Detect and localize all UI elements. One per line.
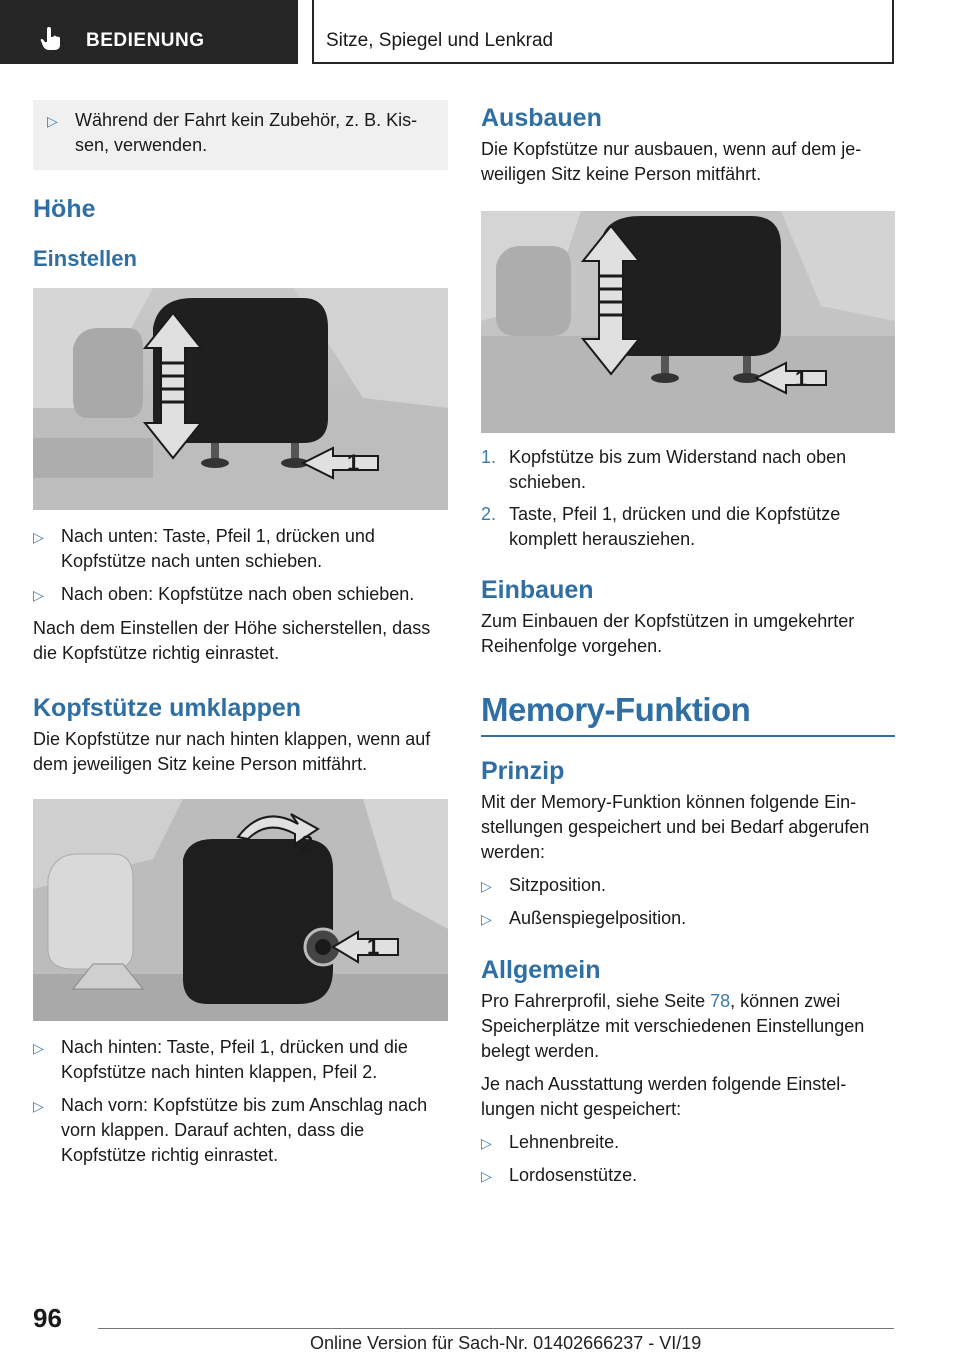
- list-item: ▷ Nach hinten: Taste, Pfeil 1, drücken und die Kopfstütze nach hinten klappen, Pfeil 2.: [33, 1035, 448, 1085]
- paragraph: Mit der Memory-Funktion können folgende Ein‐ stellungen gespeichert und bei Bedarf abgerufen werden:: [481, 792, 870, 862]
- figure-callout-1: 1: [347, 450, 360, 475]
- triangle-right-icon: ▷: [33, 1098, 44, 1114]
- chapter-tab-label: BEDIENUNG: [86, 30, 205, 51]
- triangle-right-icon: ▷: [33, 529, 44, 545]
- triangle-right-icon: ▷: [481, 1168, 492, 1184]
- page-number: 96: [33, 1303, 62, 1333]
- list-item: ▷ Lordosenstütze.: [481, 1163, 895, 1189]
- list-item: ▷ Nach oben: Kopfstütze nach oben schieben.: [33, 582, 448, 608]
- left-column: [33, 100, 448, 1168]
- hand-pointer-icon: [40, 27, 62, 56]
- headrest-fold-illustration: [33, 799, 448, 1021]
- list-item: ▷ Nach unten: Taste, Pfeil 1, drücken und Kopfstütze nach unten schieben.: [33, 524, 448, 574]
- list-item: ▷ Außenspiegelposition.: [481, 906, 895, 932]
- footer-divider: [98, 1328, 894, 1329]
- section-title-prinzip: Prinzip: [481, 757, 565, 785]
- paragraph: Die Kopfstütze nur ausbauen, wenn auf dem je‐ weiligen Sitz keine Person mitfährt.: [481, 139, 862, 184]
- list-item: ▷ Lehnenbreite.: [481, 1130, 895, 1156]
- warning-box: [33, 100, 448, 170]
- chapter-title: Sitze, Spiegel und Lenkrad: [326, 30, 554, 51]
- chapter-header: [312, 0, 894, 64]
- section-title-memory: Memory-Funktion: [481, 691, 751, 728]
- section-title-einbauen: Einbauen: [481, 576, 594, 604]
- list-item: ▷ Nach vorn: Kopfstütze bis zum Anschlag nach vorn klappen. Darauf achten, dass die Kopfstütze richtig einrastet.: [33, 1093, 448, 1168]
- figure-callout-2: 2: [301, 831, 314, 856]
- headrest-height-illustration: [33, 288, 448, 510]
- figure-callout-1: 1: [795, 366, 808, 391]
- triangle-right-icon: ▷: [481, 911, 492, 927]
- list-item: ▷ Sitzposition.: [481, 873, 895, 899]
- triangle-right-icon: ▷: [481, 878, 492, 894]
- list-item: 2. Taste, Pfeil 1, drücken und die Kopfstütze komplett herausziehen.: [481, 504, 841, 549]
- paragraph: Je nach Ausstattung werden folgende Einstel‐ lungen nicht gespeichert:: [481, 1074, 847, 1119]
- triangle-right-icon: ▷: [33, 1040, 44, 1056]
- paragraph: Nach dem Einstellen der Höhe sicherstellen, dass die Kopfstütze richtig einrastet.: [33, 618, 431, 663]
- right-column: [481, 100, 895, 1189]
- triangle-right-icon: ▷: [33, 587, 44, 603]
- subsection-title-einstellen: Einstellen: [33, 246, 137, 271]
- triangle-right-icon: ▷: [47, 113, 58, 129]
- list-item: 1. Kopfstütze bis zum Widerstand nach oben schieben.: [481, 447, 847, 492]
- section-title-hoehe: Höhe: [33, 195, 96, 223]
- paragraph: Die Kopfstütze nur nach hinten klappen, wenn auf dem jeweiligen Sitz keine Person mitfährt.: [33, 729, 431, 774]
- section-title-ausbauen: Ausbauen: [481, 104, 602, 132]
- triangle-right-icon: ▷: [481, 1135, 492, 1151]
- figure-callout-1: 1: [367, 934, 380, 959]
- paragraph: Zum Einbauen der Kopfstützen in umgekehrter Reihenfolge vorgehen.: [481, 611, 855, 656]
- warning-text: Während der Fahrt kein Zubehör, z. B. Kis‐ sen, verwenden.: [75, 110, 418, 155]
- page-reference-link[interactable]: 78: [710, 991, 731, 1011]
- chapter-tab: [0, 0, 298, 64]
- headrest-removal-illustration: [481, 211, 895, 433]
- paragraph: Pro Fahrerprofil, siehe Seite 78, können zwei Speicherplätze mit verschiedenen Einstellungen belegt werden.: [481, 991, 865, 1061]
- footer-online-version: Online Version für Sach-Nr. 01402666237 - VI/19: [310, 1333, 702, 1353]
- section-title-umklappen: Kopfstütze umklappen: [33, 694, 302, 722]
- section-title-allgemein: Allgemein: [481, 956, 601, 984]
